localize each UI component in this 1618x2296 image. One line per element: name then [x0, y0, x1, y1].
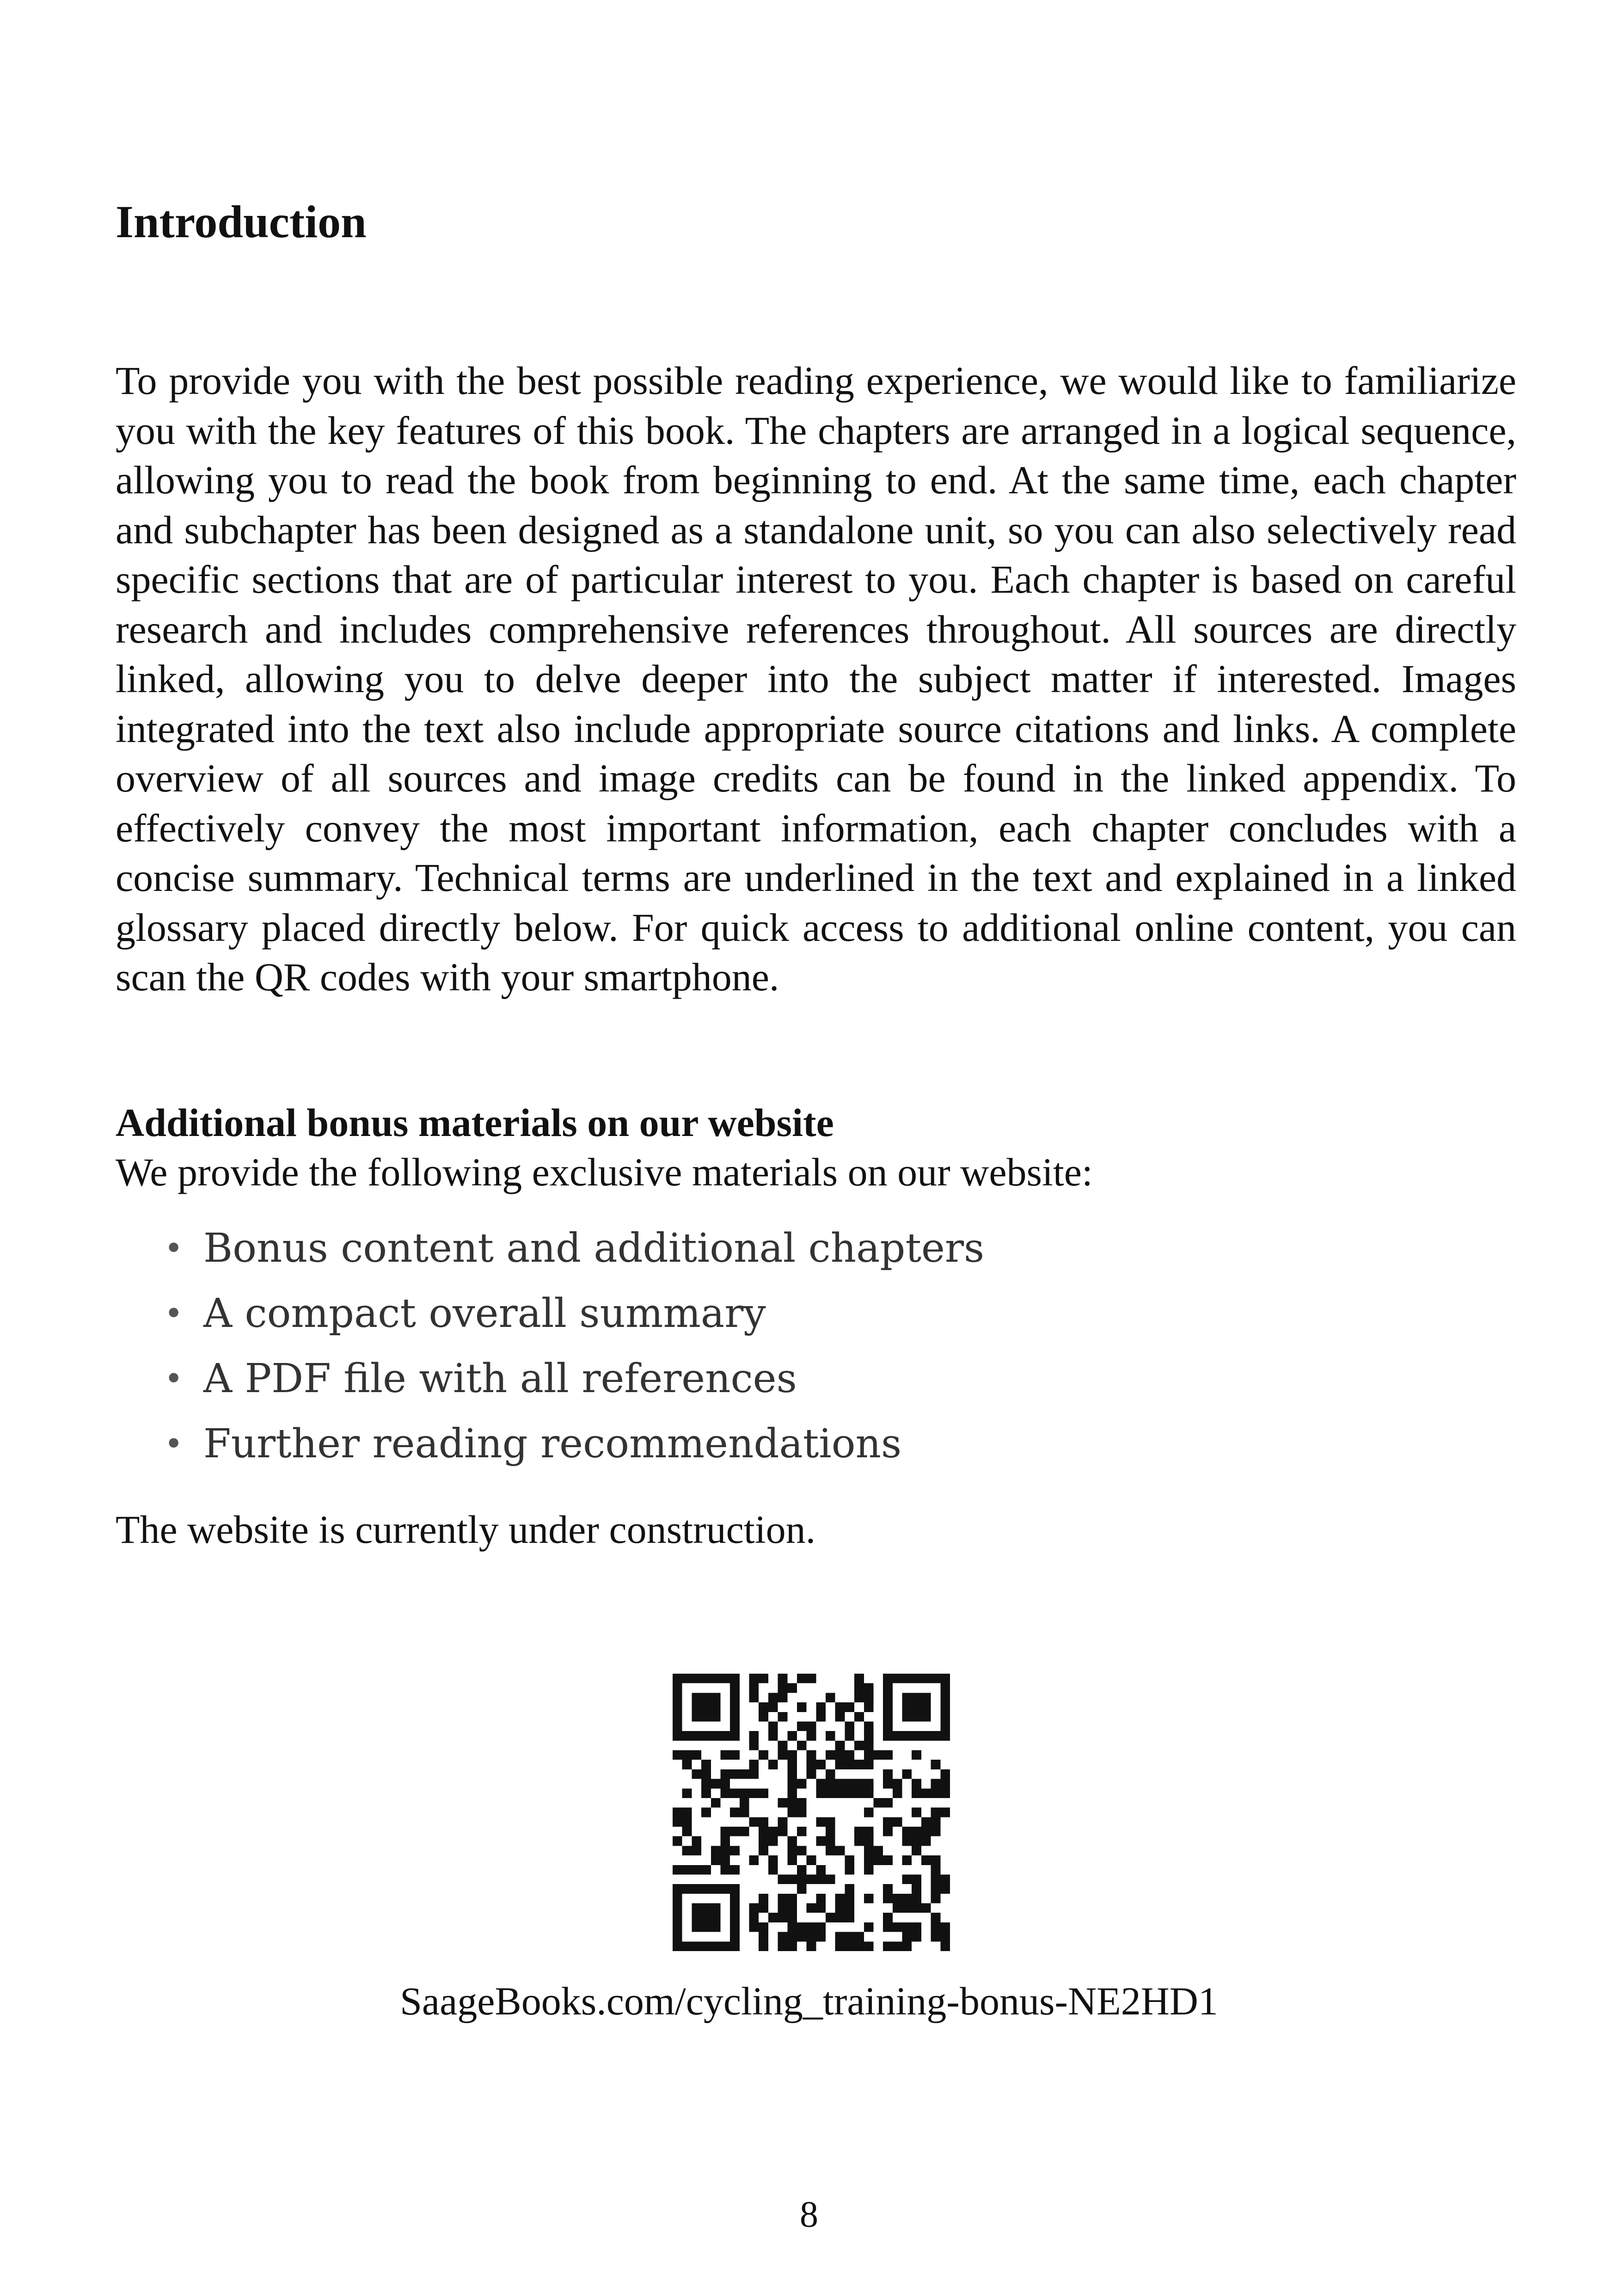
- bonus-url-link[interactable]: SaageBooks.com/cycling_training-bonus-NE2HD1: [400, 1979, 1218, 2023]
- bullet-icon: •: [164, 1360, 184, 1398]
- bullet-icon: •: [164, 1229, 184, 1267]
- page-number: 8: [800, 2194, 818, 2235]
- list-item-label: A compact overall summary: [203, 1290, 766, 1337]
- list-item-label: Bonus content and additional chapters: [203, 1225, 985, 1271]
- list-item-label: Further reading recommendations: [203, 1421, 902, 1467]
- bonus-section-intro: We provide the following exclusive materials on our website:: [116, 1150, 1093, 1194]
- bullet-icon: •: [164, 1295, 184, 1332]
- list-item-label: A PDF file with all references: [203, 1356, 797, 1402]
- intro-paragraph: To provide you with the best possible reading experience, we would like to familiarize you with the key features of this book. The chapters are arranged in a logical sequence, allowing you to read the book from beginning to end. At the same time, each chapter and subchapter has been designed as a standalone unit, so you can also selectively read specific sections that are of particular interest to you. Each chapter is based on careful research and includes comprehensive references throughout. All sources are directly linked, allowing you to delve deeper into the subject matter if interested. Images integrated into the text also include appropriate source citations and links. A complete overview of all sources and image credits can be found in the linked appendix. To effectively convey the most important information, each chapter concludes with a concise summary. Technical terms are underlined in the text and explained in a linked glossary placed directly below. For quick access to additional online content, you can scan the QR codes with your smartphone.: [116, 358, 1516, 999]
- construction-note: The website is currently under construction.: [116, 1507, 816, 1552]
- bullet-icon: •: [164, 1425, 184, 1463]
- page-title: Introduction: [116, 196, 367, 247]
- qr-code-icon[interactable]: [673, 1674, 950, 1951]
- bonus-section-heading: Additional bonus materials on our website: [116, 1100, 834, 1145]
